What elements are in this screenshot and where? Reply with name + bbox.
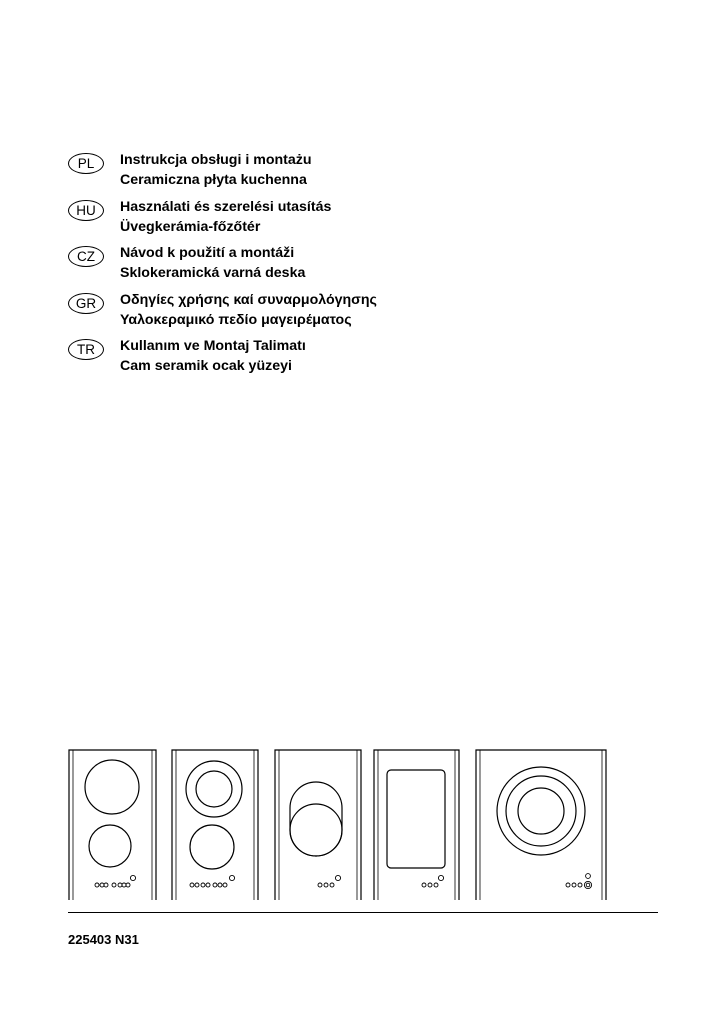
hob-two-circular-zones [69,750,156,900]
hob-frame [275,750,361,900]
product-name: Υαλοκεραμικό πεδίο μαγειρέματος [120,311,352,328]
cooking-zone [290,804,342,856]
document-code: 225403 N31 [68,932,139,947]
control-panel [95,875,136,887]
cooking-zone-inner-ring [196,771,232,807]
hob-rectangular-zone [374,750,459,900]
manual-title: Instrukcja obsługi i montażu [120,152,312,168]
language-code-badge: HU [68,200,104,221]
manual-title: Návod k použití a montáži [120,245,295,261]
product-name: Ceramiczna płyta kuchenna [120,172,307,188]
cooking-zone [190,825,234,869]
cooking-zone-outer-ring [186,761,242,817]
control-panel [190,875,235,887]
cooking-zone-rectangular [387,770,445,868]
wok-zone-inner-ring [518,788,564,834]
manual-title: Kullanım ve Montaj Talimatı [120,338,306,354]
wok-zone-middle-ring [506,776,576,846]
hob-dual-ring-zone [172,750,258,900]
product-name: Sklokeramická varná deska [120,265,306,281]
language-code-badge: TR [68,339,104,360]
manual-title: Használati és szerelési utasítás [120,198,332,215]
manual-title: Οδηγίες χρήσης καί συναρμολόγησης [120,291,377,308]
hob-oval-extended-zone [275,750,361,900]
language-code-badge: CZ [68,246,104,267]
control-panel [422,875,444,887]
cooking-zone [85,760,139,814]
footer-divider [68,912,658,913]
product-name: Üvegkerámia-főzőtér [120,218,261,235]
cooking-zone-extension [290,782,342,856]
cooking-zone [89,825,131,867]
language-code-badge: GR [68,293,104,314]
language-code-badge: PL [68,153,104,174]
control-panel [318,875,341,887]
wok-zone-outer-ring [497,767,585,855]
product-name: Cam seramik ocak yüzeyi [120,358,292,374]
hob-wok-zone [476,750,606,900]
control-panel [566,874,592,889]
